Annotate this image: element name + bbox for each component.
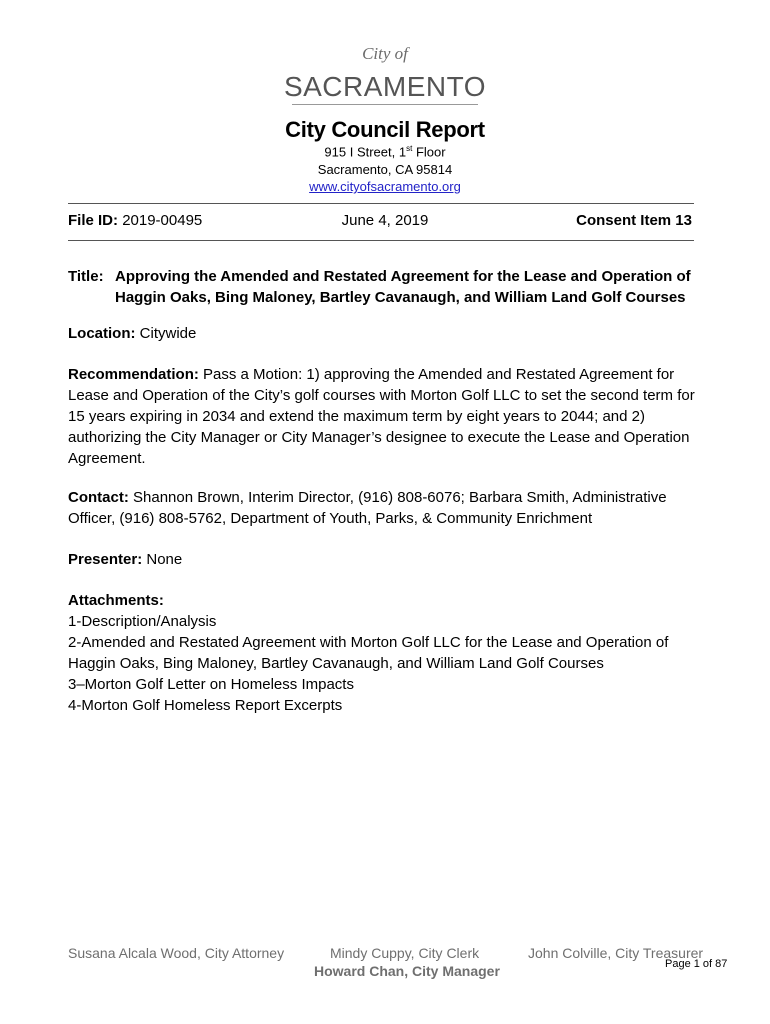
attachments-label: Attachments: [68, 592, 164, 609]
location-section: Location: Citywide [68, 325, 197, 342]
city-of-logo-text: City of [362, 44, 408, 63]
recommendation-section: Recommendation: Pass a Motion: 1) approving the Amended and Restated Agreement for Lease and Operation of the City’s golf courses with Morton Golf LLC to set the second term for 15 years expiring in 2034 and extend the maximum term by eight years to 2044; and 2) authorizing the City Manager or City Manager’s designee to execute the Lease and Operation Agreement. [68, 366, 695, 467]
title-text: Approving the Amended and Restated Agreement for the Lease and Operation of Haggin Oaks, Bing Maloney, Bartley Cavanaugh, and William Land Golf Courses [115, 268, 691, 306]
attachment-item: 3–Morton Golf Letter on Homeless Impacts [68, 676, 354, 693]
footer-city-treasurer: John Colville, City Treasurer [528, 945, 704, 961]
address-line-1: 915 I Street, 1st Floor [324, 144, 446, 160]
attachment-item: 1-Description/Analysis [68, 613, 217, 630]
address-line-2: Sacramento, CA 95814 [317, 162, 453, 177]
title-section [68, 266, 708, 308]
attachments-section [68, 590, 708, 716]
footer-city-attorney: Susana Alcala Wood, City Attorney [68, 945, 285, 961]
website-link[interactable]: www.cityofsacramento.org [309, 179, 461, 194]
header-divider-bottom [68, 240, 694, 241]
header-divider-top [68, 203, 694, 204]
presenter-section: Presenter: None [68, 551, 183, 568]
contact-section: Contact: Shannon Brown, Interim Director, (916) 808-6076; Barbara Smith, Administrative Officer, (916) 808-5762, Department of Youth, Parks, & Community Enrichment [68, 489, 667, 527]
attachment-item: 4-Morton Golf Homeless Report Excerpts [68, 697, 343, 714]
logo-underline [292, 104, 478, 105]
title-label: Title: [68, 268, 104, 285]
website-link-row [0, 179, 770, 194]
footer-city-clerk: Mindy Cuppy, City Clerk [330, 945, 480, 961]
sacramento-logo: SACRAMENTO [283, 71, 487, 102]
file-id: File ID: 2019-00495 [68, 212, 203, 229]
report-title: City Council Report [285, 117, 485, 142]
attachment-item: 2-Amended and Restated Agreement with Morton Golf LLC for the Lease and Operation of Haggin Oaks, Bing Maloney, Bartley Cavanaugh, and William Land Golf Courses [68, 634, 669, 672]
page-number: Page 1 of 87 [665, 958, 728, 970]
report-date: June 4, 2019 [341, 212, 429, 229]
footer-city-manager: Howard Chan, City Manager [314, 963, 500, 979]
consent-item: Consent Item 13 [576, 212, 692, 229]
